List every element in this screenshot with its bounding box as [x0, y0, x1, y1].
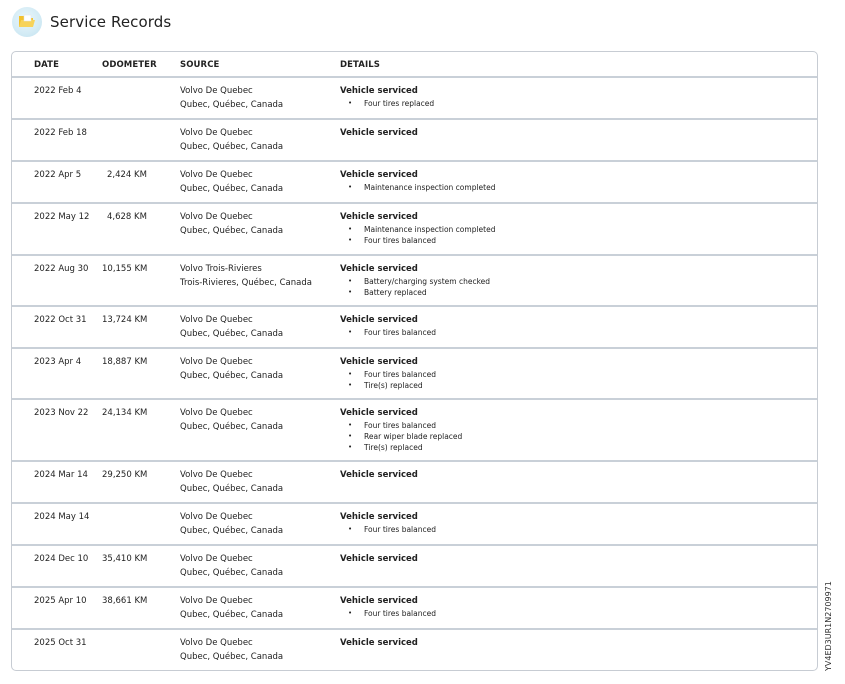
service-date: 2023 Nov 22 [34, 408, 89, 418]
column-header-details: DETAILS [340, 60, 380, 70]
source-name: Volvo De Quebec [180, 596, 253, 606]
service-details [340, 262, 490, 298]
details-item: • Rear wiper blade replaced [340, 431, 462, 442]
details-title: Vehicle serviced [340, 554, 418, 564]
details-item: • Tire(s) replaced [340, 442, 462, 453]
service-source [180, 552, 283, 580]
details-list [340, 224, 495, 246]
table-row [12, 162, 817, 204]
service-date: 2025 Oct 31 [34, 638, 87, 648]
table-row [12, 78, 817, 120]
service-details [340, 84, 434, 109]
table-row [12, 462, 817, 504]
service-date: 2022 Feb 4 [34, 86, 82, 96]
source-name: Volvo De Quebec [180, 638, 253, 648]
source-name: Volvo Trois-Rivieres [180, 264, 262, 274]
source-location: Qubec, Québec, Canada [180, 184, 284, 194]
details-list [340, 608, 436, 619]
odometer-reading: 24,134 KM [102, 408, 148, 418]
odometer-reading: 13,724 KM [102, 315, 148, 325]
service-details [340, 552, 418, 566]
details-item: • Four tires balanced [340, 235, 495, 246]
details-item: • Battery/charging system checked [340, 276, 490, 287]
service-date: 2024 Mar 14 [34, 470, 88, 480]
source-location: Qubec, Québec, Canada [180, 100, 284, 110]
details-title: Vehicle serviced [340, 638, 418, 648]
details-list [340, 420, 462, 453]
source-location: Qubec, Québec, Canada [180, 422, 284, 432]
service-date: 2022 Feb 18 [34, 128, 87, 138]
odometer-reading: 10,155 KM [102, 264, 148, 274]
source-location: Qubec, Québec, Canada [180, 142, 284, 152]
service-details [340, 406, 462, 453]
table-row [12, 400, 817, 462]
table-row [12, 256, 817, 307]
details-item: • Maintenance inspection completed [340, 182, 495, 193]
service-source [180, 126, 283, 154]
service-details [340, 126, 418, 140]
details-item: • Four tires balanced [340, 420, 462, 431]
source-name: Volvo De Quebec [180, 128, 253, 138]
table-row [12, 504, 817, 546]
source-location: Qubec, Québec, Canada [180, 652, 284, 662]
details-title: Vehicle serviced [340, 128, 418, 138]
service-details [340, 636, 418, 650]
odometer-reading: 2,424 KM [107, 170, 147, 180]
source-location: Trois-Rivieres, Québec, Canada [180, 278, 312, 288]
column-header-odometer: ODOMETER [102, 60, 157, 70]
details-item: • Four tires balanced [340, 608, 436, 619]
details-list [340, 524, 436, 535]
table-row [12, 204, 817, 256]
details-item: • Battery replaced [340, 287, 490, 298]
source-location: Qubec, Québec, Canada [180, 610, 284, 620]
source-name: Volvo De Quebec [180, 315, 253, 325]
service-details [340, 468, 418, 482]
service-source [180, 636, 283, 664]
service-source [180, 262, 312, 290]
service-date: 2022 Apr 5 [34, 170, 82, 180]
service-source [180, 84, 283, 112]
details-item: • Tire(s) replaced [340, 380, 436, 391]
details-item: • Four tires balanced [340, 369, 436, 380]
service-source [180, 468, 283, 496]
source-location: Qubec, Québec, Canada [180, 329, 284, 339]
service-date: 2024 May 14 [34, 512, 90, 522]
service-source [180, 210, 283, 238]
odometer-reading: 18,887 KM [102, 357, 148, 367]
source-name: Volvo De Quebec [180, 86, 253, 96]
source-name: Volvo De Quebec [180, 470, 253, 480]
table-header [12, 52, 817, 78]
service-details [340, 168, 495, 193]
service-details [340, 313, 436, 338]
service-date: 2024 Dec 10 [34, 554, 89, 564]
source-location: Qubec, Québec, Canada [180, 226, 284, 236]
service-records-table [11, 51, 818, 671]
source-location: Qubec, Québec, Canada [180, 568, 284, 578]
source-name: Volvo De Quebec [180, 212, 253, 222]
table-row [12, 349, 817, 400]
source-name: Volvo De Quebec [180, 357, 253, 367]
vin-label [822, 581, 836, 675]
table-row [12, 588, 817, 630]
details-list [340, 369, 436, 391]
service-source [180, 594, 283, 622]
odometer-reading: 4,628 KM [107, 212, 147, 222]
table-row [12, 630, 817, 671]
odometer-reading: 38,661 KM [102, 596, 148, 606]
details-title: Vehicle serviced [340, 86, 418, 96]
service-date: 2022 Aug 30 [34, 264, 89, 274]
table-row [12, 307, 817, 349]
details-item: • Maintenance inspection completed [340, 224, 495, 235]
table-row [12, 546, 817, 588]
service-details [340, 594, 436, 619]
odometer-reading: 35,410 KM [102, 554, 148, 564]
details-title: Vehicle serviced [340, 170, 418, 180]
odometer-reading: 29,250 KM [102, 470, 148, 480]
service-source [180, 406, 283, 434]
service-source [180, 510, 283, 538]
details-title: Vehicle serviced [340, 512, 418, 522]
details-title: Vehicle serviced [340, 408, 418, 418]
details-title: Vehicle serviced [340, 470, 418, 480]
details-list [340, 98, 434, 109]
service-details [340, 510, 436, 535]
details-title: Vehicle serviced [340, 264, 418, 274]
folder-icon [12, 7, 42, 37]
source-location: Qubec, Québec, Canada [180, 526, 284, 536]
table-row [12, 120, 817, 162]
service-source [180, 313, 283, 341]
details-title: Vehicle serviced [340, 212, 418, 222]
service-details [340, 210, 495, 246]
page-title: Service Records [50, 13, 172, 31]
details-title: Vehicle serviced [340, 357, 418, 367]
details-list [340, 327, 436, 338]
service-details [340, 355, 436, 391]
vin-text: YV4ED3UR1N2709971 [824, 581, 833, 671]
details-item: • Four tires replaced [340, 98, 434, 109]
service-date: 2022 May 12 [34, 212, 90, 222]
details-title: Vehicle serviced [340, 596, 418, 606]
details-list [340, 182, 495, 193]
details-item: • Four tires balanced [340, 524, 436, 535]
source-name: Volvo De Quebec [180, 554, 253, 564]
service-source [180, 168, 283, 196]
source-location: Qubec, Québec, Canada [180, 371, 284, 381]
service-date: 2022 Oct 31 [34, 315, 87, 325]
details-list [340, 276, 490, 298]
table-body [12, 78, 817, 671]
source-name: Volvo De Quebec [180, 512, 253, 522]
page-header [12, 6, 171, 38]
service-date: 2025 Apr 10 [34, 596, 87, 606]
service-source [180, 355, 283, 383]
source-location: Qubec, Québec, Canada [180, 484, 284, 494]
source-name: Volvo De Quebec [180, 408, 253, 418]
details-title: Vehicle serviced [340, 315, 418, 325]
column-header-source: SOURCE [180, 60, 220, 70]
column-header-date: DATE [34, 60, 59, 70]
details-item: • Four tires balanced [340, 327, 436, 338]
service-date: 2023 Apr 4 [34, 357, 82, 367]
source-name: Volvo De Quebec [180, 170, 253, 180]
